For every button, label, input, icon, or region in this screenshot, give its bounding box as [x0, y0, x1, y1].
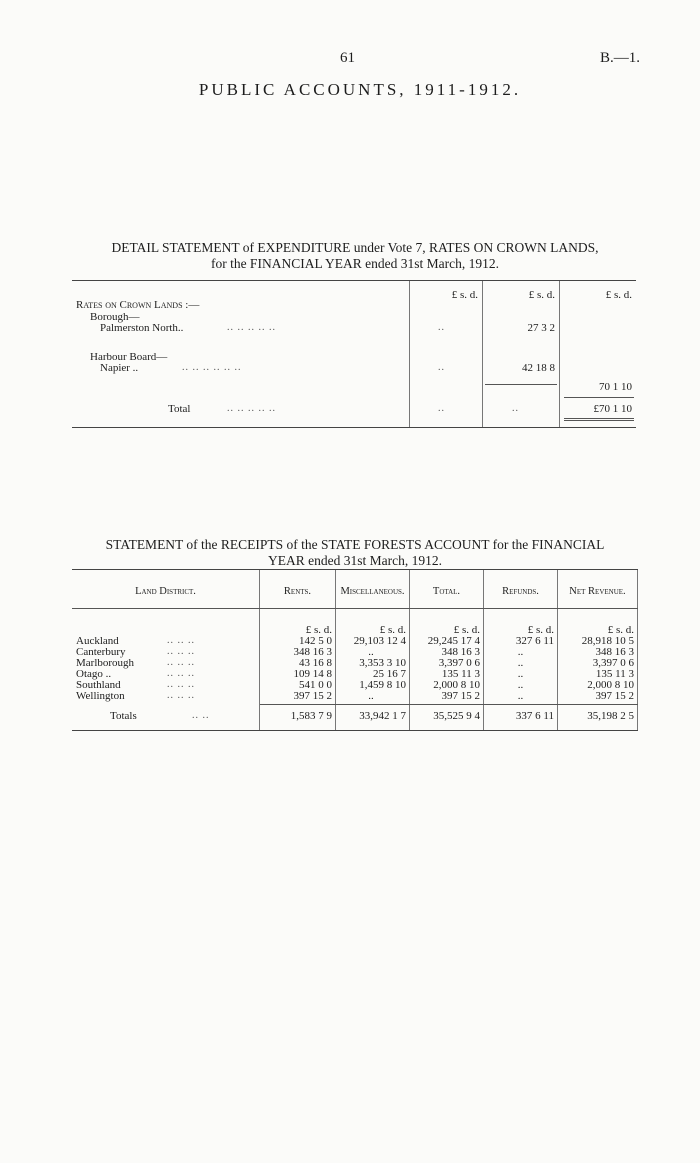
- total-label: Total: [168, 403, 191, 415]
- leader-dots: .. .. ..: [167, 646, 195, 657]
- series-reference: B.—1.: [600, 50, 641, 66]
- total-value: £70 1 10: [593, 403, 632, 415]
- totals-label: Totals: [110, 710, 137, 722]
- page-heading: PUBLIC ACCOUNTS, 1911-1912.: [198, 80, 522, 99]
- refunds-value: 327 6 11: [515, 635, 554, 647]
- subtotal-value: 70 1 10: [599, 381, 632, 393]
- palmerston-north-value: 27 3 2: [527, 322, 555, 334]
- unit-label: £ s. d.: [607, 624, 634, 636]
- misc-value: 3,353 3 10: [359, 657, 406, 669]
- refunds-value: ..: [517, 668, 524, 680]
- table1-title: [72, 240, 638, 272]
- misc-value: ..: [368, 690, 374, 702]
- unit-label: £ s. d.: [527, 624, 554, 636]
- palmerston-north-label: Palmerston North..: [100, 322, 184, 334]
- refunds-value: ..: [517, 646, 524, 658]
- misc-value: 29,103 12 4: [353, 635, 406, 647]
- column-header-refunds: Refunds.: [502, 586, 539, 597]
- state-forests-receipts-table: [72, 569, 638, 731]
- rents-value: 541 0 0: [299, 679, 332, 691]
- napier-value: 42 18 8: [522, 362, 555, 374]
- leader-dots: ..: [438, 362, 445, 373]
- leader-dots: ..: [512, 403, 519, 414]
- currency-header: £ s. d.: [528, 289, 555, 301]
- rates-expenditure-table: [72, 280, 636, 428]
- refunds-value: ..: [517, 690, 524, 702]
- district-name: Wellington: [76, 690, 125, 702]
- leader-dots: .. ..: [192, 710, 210, 721]
- borough-label: Borough—: [90, 311, 140, 323]
- unit-label: £ s. d.: [379, 624, 406, 636]
- net-revenue-total: 35,198 2 5: [587, 710, 634, 722]
- harbour-board-label: Harbour Board—: [90, 351, 168, 363]
- table2-title-line2: YEAR ended 31st March, 1912.: [268, 553, 442, 568]
- misc-total: 33,942 1 7: [359, 710, 406, 722]
- total-value: 29,245 17 4: [427, 635, 480, 647]
- unit-label: £ s. d.: [453, 624, 480, 636]
- net-revenue-value: 3,397 0 6: [592, 657, 634, 669]
- misc-value: 1,459 8 10: [359, 679, 406, 691]
- leader-dots: .. .. .. .. .. ..: [182, 362, 242, 373]
- net-revenue-value: 2,000 8 10: [587, 679, 634, 691]
- net-revenue-value: 348 16 3: [595, 646, 634, 658]
- district-name: Marlborough: [76, 657, 135, 669]
- leader-dots: .. .. .. .. ..: [227, 322, 276, 333]
- leader-dots: ..: [438, 322, 445, 333]
- leader-dots: .. .. ..: [167, 690, 195, 701]
- net-revenue-value: 28,918 10 5: [581, 635, 634, 647]
- table1-title-line2: for the FINANCIAL YEAR ended 31st March, 1912.: [210, 256, 500, 271]
- district-name: Otago ..: [76, 668, 112, 680]
- currency-header: £ s. d.: [605, 289, 632, 301]
- district-name: Southland: [76, 679, 121, 691]
- leader-dots: .. .. ..: [167, 668, 195, 679]
- district-name: Canterbury: [76, 646, 126, 658]
- column-header-miscellaneous: Miscellaneous.: [340, 586, 405, 597]
- column-header-total: Total.: [432, 586, 461, 597]
- column-header-rents: Rents.: [283, 586, 312, 597]
- total-value: 397 15 2: [441, 690, 480, 702]
- page-number: 61: [340, 50, 355, 66]
- leader-dots: .. .. ..: [167, 635, 195, 646]
- currency-header: £ s. d.: [451, 289, 478, 301]
- district-name: Auckland: [76, 635, 119, 647]
- total-value: 3,397 0 6: [438, 657, 480, 669]
- table2-title: [72, 537, 638, 569]
- rents-value: 397 15 2: [293, 690, 332, 702]
- unit-label: £ s. d.: [305, 624, 332, 636]
- rents-value: 348 16 3: [293, 646, 332, 658]
- total-value: 348 16 3: [441, 646, 480, 658]
- misc-value: ..: [368, 646, 374, 658]
- napier-label: Napier ..: [100, 362, 139, 374]
- misc-value: 25 16 7: [373, 668, 406, 680]
- column-header-net-revenue: Net Revenue.: [569, 586, 626, 597]
- leader-dots: .. .. ..: [167, 657, 195, 668]
- rents-total: 1,583 7 9: [290, 710, 332, 722]
- table2-title-line1: STATEMENT of the RECEIPTS of the STATE FORESTS ACCOUNT for the FINANCIAL: [105, 537, 605, 552]
- total-value: 135 11 3: [441, 668, 480, 680]
- net-revenue-value: 397 15 2: [595, 690, 634, 702]
- total-value: 2,000 8 10: [433, 679, 480, 691]
- rents-value: 109 14 8: [293, 668, 332, 680]
- column-header-land-district: Land District.: [135, 586, 196, 597]
- table1-title-line1: DETAIL STATEMENT of EXPENDITURE under Vote 7, RATES ON CROWN LANDS,: [111, 240, 599, 255]
- refunds-value: ..: [517, 657, 524, 669]
- net-revenue-value: 135 11 3: [595, 668, 634, 680]
- grand-total: 35,525 9 4: [433, 710, 480, 722]
- rents-value: 43 16 8: [299, 657, 332, 669]
- leader-dots: ..: [438, 403, 445, 414]
- leader-dots: .. .. .. .. ..: [227, 403, 276, 414]
- section-label: Rates on Crown Lands :—: [76, 299, 200, 311]
- refunds-value: ..: [517, 679, 524, 691]
- rents-value: 142 5 0: [299, 635, 332, 647]
- refunds-total: 337 6 11: [515, 710, 554, 722]
- leader-dots: .. .. ..: [167, 679, 195, 690]
